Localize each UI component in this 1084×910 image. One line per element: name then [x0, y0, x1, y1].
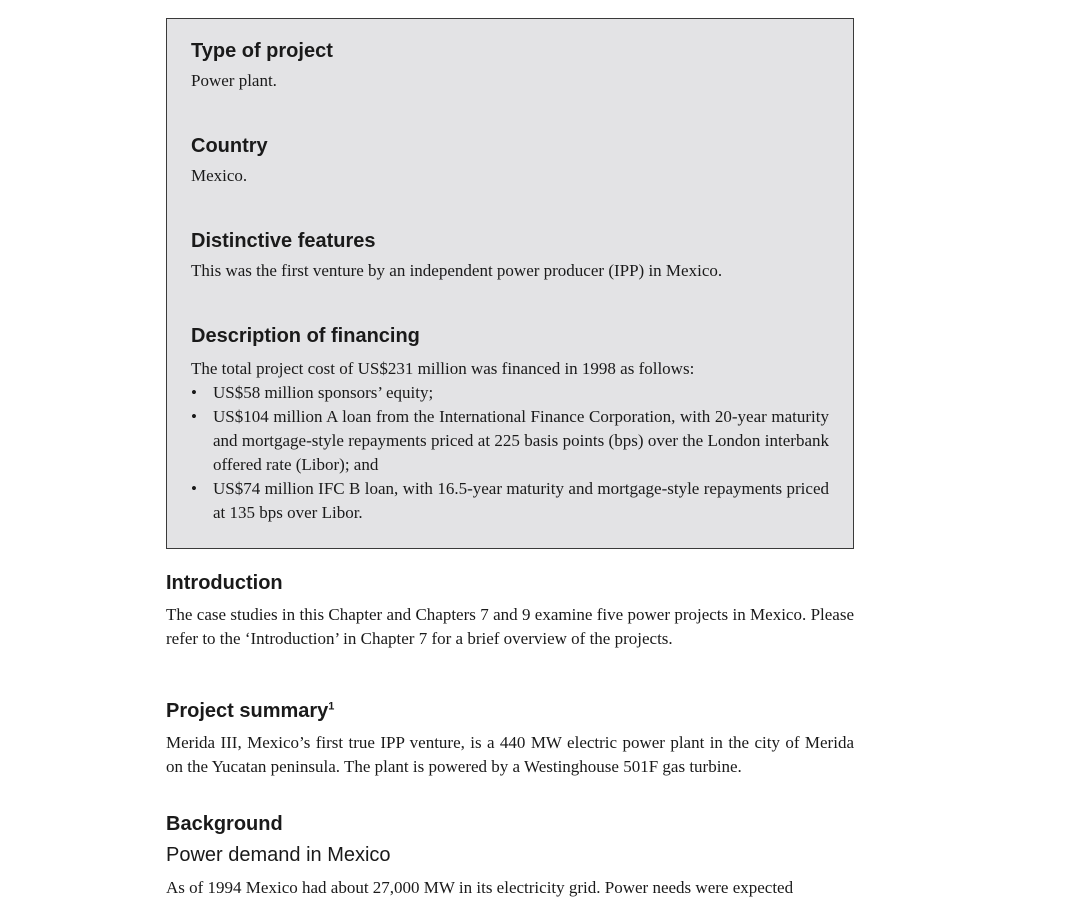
bullet-icon: •: [191, 383, 197, 402]
introduction-heading: Introduction: [166, 572, 283, 594]
country-heading: Country: [191, 135, 268, 157]
list-item: [191, 381, 829, 405]
document-page: [166, 18, 854, 900]
list-item: [191, 477, 829, 525]
project-summary-heading-text: Project summary: [166, 700, 329, 722]
type-of-project-value: Power plant.: [191, 71, 277, 90]
financing-item-text: US$74 million IFC B loan, with 16.5-year maturity and mortgage-style repayments priced at 135 bps over Libor.: [213, 479, 829, 522]
bullet-icon: •: [191, 407, 197, 426]
footnote-marker[interactable]: 1: [328, 700, 335, 713]
distinctive-features-heading: Distinctive features: [191, 230, 376, 252]
financing-intro: The total project cost of US$231 million was financed in 1998 as follows:: [191, 359, 695, 378]
financing-item-text: US$104 million A loan from the International Finance Corporation, with 20-year maturity and mortgage-style repayments priced at 225 basis points (bps) over the London interbank offered rate (Libor); and: [213, 407, 829, 474]
country-value: Mexico.: [191, 166, 248, 185]
background-text: As of 1994 Mexico had about 27,000 MW in its electricity grid. Power needs were expected: [166, 878, 794, 897]
financing-list: [191, 381, 829, 525]
list-item: [191, 405, 829, 477]
description-of-financing-heading: Description of financing: [191, 325, 420, 347]
introduction-text: The case studies in this Chapter and Chapters 7 and 9 examine five power projects in Mexico. Please refer to the ‘Introduction’ in Chapter 7 for a brief overview of the projects.: [166, 605, 854, 648]
bullet-icon: •: [191, 479, 197, 498]
project-summary-box: [166, 18, 854, 549]
distinctive-features-value: This was the first venture by an independent power producer (IPP) in Mexico.: [191, 261, 723, 280]
project-summary-text: Merida III, Mexico’s first true IPP venture, is a 440 MW electric power plant in the city of Merida on the Yucatan peninsula. The plant is powered by a Westinghouse 501F gas turbine.: [166, 733, 854, 776]
project-summary-heading: [166, 699, 854, 723]
type-of-project-heading: Type of project: [191, 40, 333, 62]
power-demand-subheading: Power demand in Mexico: [166, 844, 391, 866]
financing-item-text: US$58 million sponsors’ equity;: [213, 383, 434, 402]
background-heading: Background: [166, 813, 283, 835]
